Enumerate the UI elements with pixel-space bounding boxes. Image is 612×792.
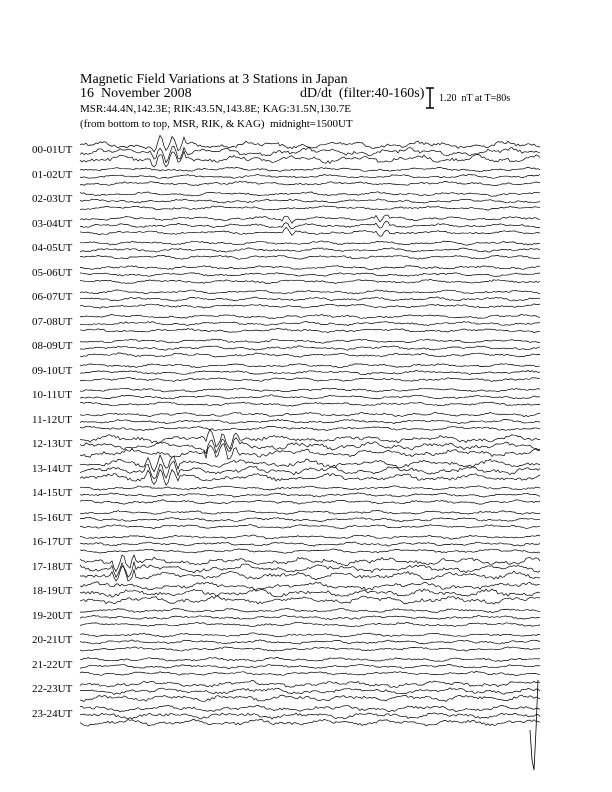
trace-kag <box>80 255 540 259</box>
hour-label: 08-09UT <box>32 340 73 352</box>
trace-msr <box>80 455 540 472</box>
trace-msr <box>80 705 540 712</box>
trace-msr <box>80 266 540 270</box>
hour-label: 11-12UT <box>32 413 72 426</box>
trace-kag <box>80 402 540 406</box>
trace-msr <box>80 633 540 638</box>
hour-label: 18-19UT <box>32 585 73 597</box>
trace-msr <box>80 314 540 318</box>
trace-kag <box>80 426 540 430</box>
trace-rik <box>80 346 540 350</box>
trace-msr <box>80 241 540 245</box>
hour-label: 01-02UT <box>32 168 73 181</box>
trace-rik <box>80 713 540 719</box>
trace-rik <box>80 221 540 229</box>
trace-msr <box>80 582 540 590</box>
trace-rik <box>80 174 540 178</box>
trace-rik <box>80 370 540 374</box>
trace-rik <box>80 419 540 423</box>
trace-msr <box>80 135 540 151</box>
trace-rik <box>80 542 540 546</box>
trace-rik <box>80 321 540 325</box>
hour-label: 21-22UT <box>32 658 73 671</box>
trace-msr <box>80 535 540 539</box>
trace-kag <box>80 622 540 626</box>
hour-label: 02-03UT <box>32 193 73 205</box>
trace-rik <box>80 640 540 644</box>
trace-rik <box>80 395 540 399</box>
hour-label: 20-21UT <box>32 634 73 646</box>
trace-kag <box>80 181 540 185</box>
hour-label: 19-20UT <box>32 609 73 622</box>
trace-msr <box>80 680 540 687</box>
trace-msr <box>80 290 540 294</box>
trace-kag <box>80 500 540 504</box>
trace-kag <box>80 596 540 604</box>
trace-rik <box>80 562 540 578</box>
trace-rik <box>80 589 540 597</box>
hour-label: 09-10UT <box>32 364 73 377</box>
trace-msr <box>80 486 540 491</box>
hour-label: 14-15UT <box>32 487 73 499</box>
trace-kag <box>80 377 540 381</box>
trace-rik <box>80 461 540 479</box>
scale-label: 1.20 nT at T=80s <box>439 93 511 104</box>
trace-msr <box>80 658 540 662</box>
trace-kag <box>80 227 540 236</box>
chart-date: 16 November 2008 <box>80 86 192 101</box>
trace-kag <box>80 151 540 167</box>
trace-msr <box>80 215 540 223</box>
trace-msr <box>80 608 540 612</box>
hour-label: 04-05UT <box>32 242 73 254</box>
hour-label: 10-11UT <box>32 389 72 401</box>
trace-kag <box>80 525 540 529</box>
hour-label: 16-17UT <box>32 536 73 548</box>
chart-filter: dD/dt (filter:40-160s) <box>300 86 425 101</box>
hour-label: 15-16UT <box>32 511 73 524</box>
hour-label: 00-01UT <box>32 144 73 156</box>
hour-label: 05-06UT <box>32 266 73 279</box>
hour-label: 13-14UT <box>32 462 73 475</box>
trace-msr <box>80 364 540 368</box>
trace-rik <box>80 248 540 252</box>
trace-kag <box>80 647 540 651</box>
trace-kag <box>80 304 540 308</box>
trace-kag <box>80 671 540 675</box>
trace-kag <box>80 444 540 460</box>
trace-kag <box>80 549 540 553</box>
trace-rik <box>80 688 540 695</box>
trace-rik <box>80 664 540 668</box>
trace-kag <box>80 328 540 332</box>
trace-msr <box>80 412 540 416</box>
hour-label: 17-18UT <box>32 560 73 573</box>
hour-label: 23-24UT <box>32 707 73 720</box>
trace-msr <box>80 510 540 514</box>
trace-rik <box>80 518 540 522</box>
trace-rik <box>80 615 540 619</box>
station-order-note: (from bottom to top, MSR, RIK, & KAG) midnight=1500UT <box>80 118 353 130</box>
trace-kag <box>80 279 540 283</box>
trace-msr <box>80 167 540 171</box>
trace-msr <box>80 388 540 392</box>
trace-rik <box>80 297 540 301</box>
trace-kag <box>80 695 540 701</box>
trace-kag <box>80 206 540 210</box>
hour-label: 12-13UT <box>32 438 73 450</box>
trace-rik <box>80 273 540 277</box>
hour-label: 06-07UT <box>32 291 73 303</box>
trace-rik <box>80 146 540 162</box>
chart-title: Magnetic Field Variations at 3 Stations in Japan <box>80 72 348 87</box>
station-coordinates: MSR:44.4N,142.3E; RIK:43.5N,143.8E; KAG:31.5N,130.7E <box>80 103 352 115</box>
trace-msr <box>80 339 540 343</box>
trace-spike <box>530 680 538 770</box>
hour-label: 07-08UT <box>32 315 73 328</box>
trace-rik <box>80 493 540 497</box>
trace-kag <box>80 470 540 486</box>
trace-msr <box>80 430 540 450</box>
hour-label: 22-23UT <box>32 683 73 695</box>
trace-msr <box>80 192 540 197</box>
trace-kag <box>80 719 540 726</box>
trace-kag <box>80 353 540 357</box>
hour-label: 03-04UT <box>32 217 73 230</box>
trace-rik <box>80 199 540 203</box>
